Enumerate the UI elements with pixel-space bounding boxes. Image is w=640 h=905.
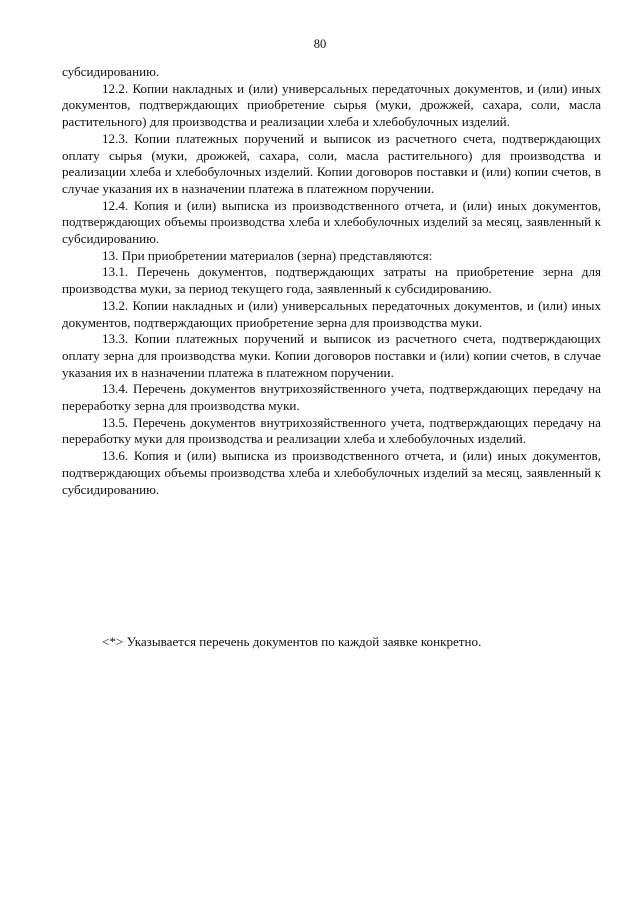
paragraph-12-3: 12.3. Копии платежных поручений и выписок из расчетного счета, подтверждающих оплату сырья (муки, дрожжей, сахара, соли, масла растительного) для производства и реализации хлеба и хлебобулочных изделий. Копии договоров поставки и (или) копии счетов, в случае указания их в назначении платежа в платежном поручении. (62, 130, 601, 196)
paragraph-13-4: 13.4. Перечень документов внутрихозяйственного учета, подтверждающих передачу на переработку зерна для производства муки. (62, 381, 601, 414)
paragraph-13-2: 13.2. Копии накладных и (или) универсальных передаточных документов, и (или) иных документов, подтверждающих приобретение зерна для производства муки. (62, 297, 601, 330)
paragraph-13-1: 13.1. Перечень документов, подтверждающих затраты на приобретение зерна для производства муки, за период текущего года, заявленный к субсидированию. (62, 264, 601, 297)
paragraph-13-6: 13.6. Копия и (или) выписка из производственного отчета, и (или) иных документов, подтверждающих объемы производства хлеба и хлебобулочных изделий за месяц, заявленный к субсидированию. (62, 448, 601, 497)
paragraph-13: 13. При приобретении материалов (зерна) представляются: (102, 247, 433, 263)
paragraph-12-4: 12.4. Копия и (или) выписка из производственного отчета, и (или) иных документов, подтверждающих объемы производства хлеба и хлебобулочных изделий за месяц, заявленный к субсидированию. (62, 197, 601, 247)
paragraph-13-3: 13.3. Копии платежных поручений и выписок из расчетного счета, подтверждающих оплату зерна для производства муки. Копии договоров поставки и (или) копии счетов, в случае указания их в назначении платежа в платежном поручении. (62, 331, 601, 380)
document-body (62, 64, 601, 498)
page-number: 80 (313, 37, 327, 51)
paragraph-continuation: субсидированию. (62, 64, 160, 79)
paragraph-12-2: 12.2. Копии накладных и (или) универсальных передаточных документов, и (или) иных документов, подтверждающих приобретение сырья (муки, дрожжей, сахара, соли, масла растительного) для производства и реализации хлеба и хлебобулочных изделий. (62, 80, 601, 130)
paragraph-13-5: 13.5. Перечень документов внутрихозяйственного учета, подтверждающих передачу на переработку муки для производства и реализации хлеба и хлебобулочных изделий. (62, 414, 601, 447)
footnote: <*> Указывается перечень документов по каждой заявке конкретно. (102, 634, 482, 649)
